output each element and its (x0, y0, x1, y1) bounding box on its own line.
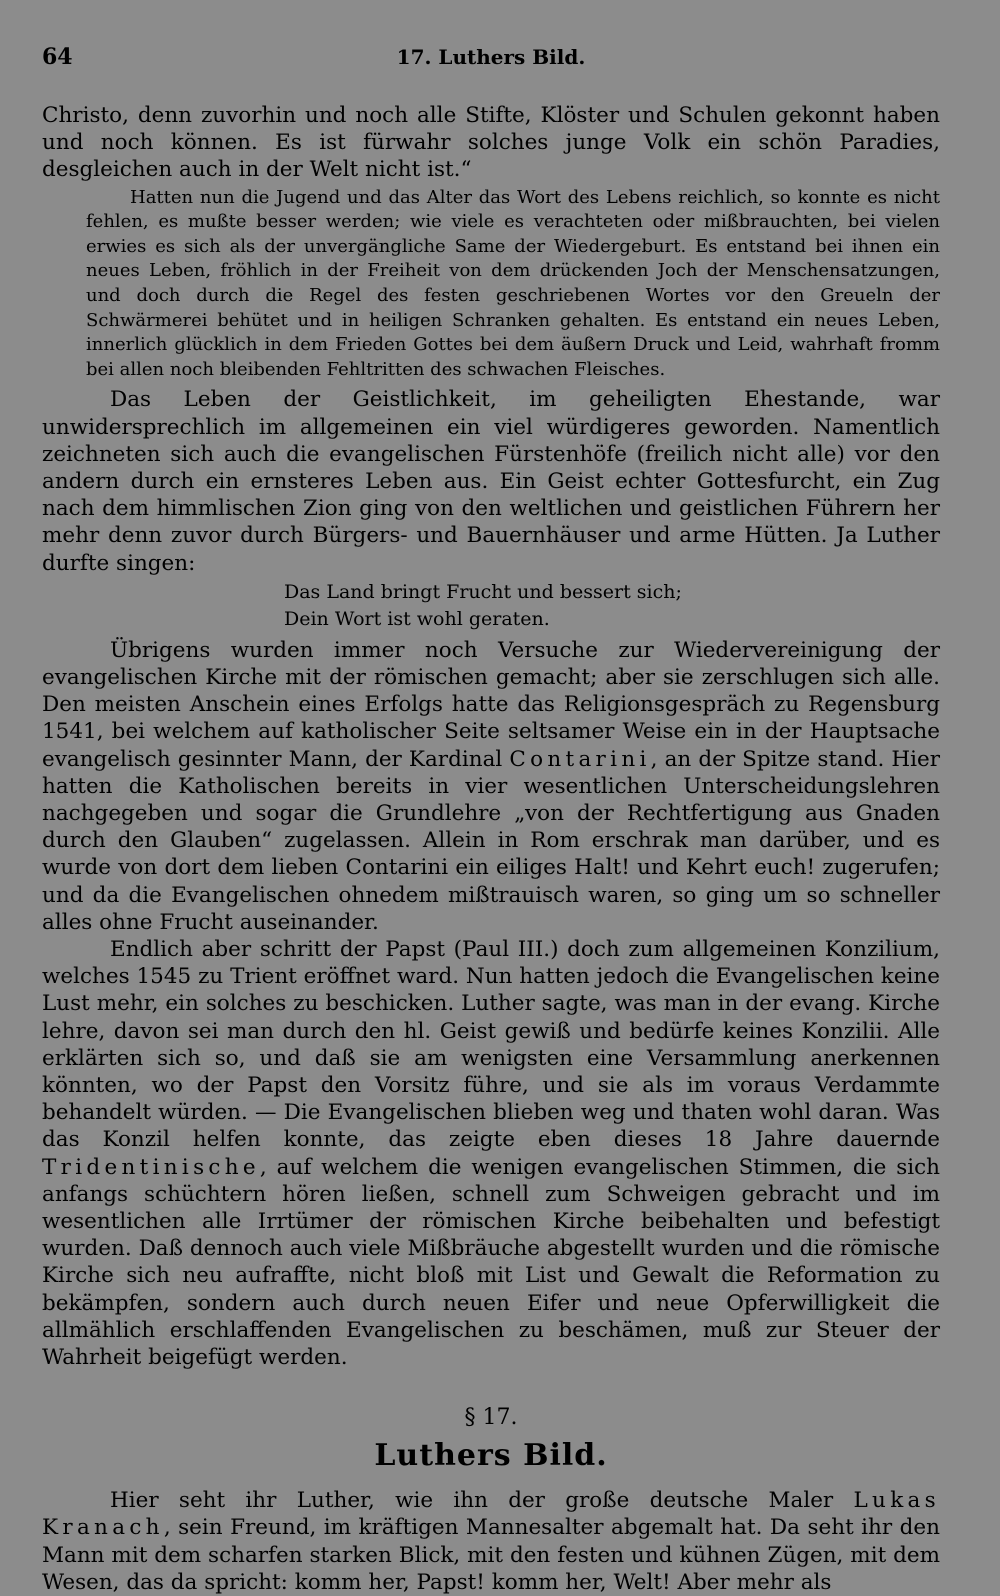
section-title: Luthers Bild. (374, 1438, 608, 1474)
page-number: 64 (42, 44, 73, 70)
paragraph-small-print: Hatten nun die Jugend und das Alter das Wort des Lebens reichlich, so konnte es nicht fehlen, es mußte besser werden; wie viele es verachteten oder mißbrauchten, bei vielen erwies es sich als der unvergängliche Same der Wiedergeburt. Es entstand bei ihnen ein neues Leben, fröhlich in der Freiheit von dem drückenden Joch der Menschensatzungen, und doch durch die Regel des festen geschriebenen Wortes vor den Greueln der Schwärmerei behütet und in heiligen Schranken gehalten. Es entstand ein neues Leben, innerlich glücklich in dem Frieden Gottes bei dem äußern Druck und Leid, wahrhaft fromm bei allen noch bleibenden Fehltritten des schwachen Fleisches. (86, 186, 940, 380)
paragraph-reunion-attempts (42, 637, 940, 936)
section-number: § 17. (464, 1405, 518, 1431)
text-run: Hier seht ihr Luther, wie ihn der große deutsche Maler (110, 1488, 854, 1514)
name-contarini: Contarini (509, 746, 651, 772)
paragraph-clergy: Das Leben der Geistlichkeit, im geheiligten Ehestande, war unwidersprechlich im allgemeinen ein viel würdigeres geworden. Namentlich zeichneten sich auch die evangelischen Fürstenhöfe (freilich nicht alle) vor den andern durch ein ernsteres Leben aus. Ein Geist echter Gottesfurcht, ein Zug nach dem himmlischen Zion ging von den weltlichen und geistlichen Führern her mehr denn zuvor durch Bürgers- und Bauernhäuser und arme Hütten. Ja Luther durfte singen: (42, 387, 940, 576)
text-run: , sein Freund, im kräftigen Mannesalter abgemalt hat. Da seht ihr den Mann mit dem scharfen starken Blick, mit den festen und kühnen Zügen, mit dem Wesen, das da spricht: komm her, Papst! komm her, Welt! Aber mehr als (42, 1515, 940, 1595)
text-run: , auf welchem die wenigen evangelischen Stimmen, die sich anfangs schüchtern hören ließen, schnell zum Schweigen gebracht und im wesentlichen alle Irrtümer der römischen Kirche beibehalten und befestigt wurden. Daß dennoch auch viele Mißbräuche abgestellt wurden und die römische Kirche sich neu aufraffte, nicht bloß mit List und Gewalt die Reformation zu bekämpfen, sondern auch durch neuen Eifer und neue Opferwilligkeit die allmählich erschlaffenden Evangelischen zu beschämen, muß zur Steuer der Wahrheit beigefügt werden. (42, 1154, 940, 1371)
verse-quote (284, 579, 940, 633)
verse-line: Dein Wort ist wohl geraten. (284, 607, 550, 630)
text-run: , an der Spitze stand. Hier hatten die Katholischen bereits in vier wesentlichen Unterscheidungslehren nachgegeben und sogar die Grundlehre „von der Rechtfertigung aus Gnaden durch den Glauben“ zugelassen. Allein in Rom erschrak man darüber, und es wurde von dort dem lieben Contarini ein eiliges Halt! und Kehrt euch! zugerufen; und da die Evangelischen ohnedem mißtrauisch waren, so ging um so schneller alles ohne Frucht auseinander. (42, 746, 940, 935)
page-header (42, 44, 940, 80)
running-head: 17. Luthers Bild. (396, 45, 586, 69)
text-run: Endlich aber schritt der Papst (Paul III.) doch zum allgemeinen Konzilium, welches 1545 zu Trient eröffnet ward. Nun hatten jedoch die Evangelischen keine Lust mehr, ein solches zu beschicken. Luther sagte, was man in der evang. Kirche lehre, davon sei man durch den hl. Geist gewiß und bedürfe keines Konzilii. Alle erklärten sich so, und daß sie am wenigsten eine Versammlung anerkennen könnten, wo der Papst den Vorsitz führe, und sie als im voraus Verdammte behandelt würden. — Die Evangelischen blieben weg und thaten wohl daran. Was das Konzil helfen konnte, das zeigte eben dieses 18 Jahre dauernde (42, 937, 940, 1153)
name-lukas-kranach: Lukas Kranach (42, 1488, 940, 1541)
paragraph-council-of-trent (42, 936, 940, 1371)
paragraph-luther-portrait (42, 1487, 940, 1596)
term-tridentinische: Tridentinische (42, 1154, 260, 1180)
paragraph-continuation: Christo, denn zuvorhin und noch alle Stifte, Klöster und Schulen gekonnt haben und noch können. Es ist fürwahr solches junge Volk ein schön Paradies, desgleichen auch in der Welt nicht ist.“ (42, 103, 940, 183)
verse-line: Das Land bringt Frucht und bessert sich; (284, 580, 682, 603)
text-run: Übrigens wurden immer noch Versuche zur Wiedervereinigung der evangelischen Kirche mit der römischen gemacht; aber sie zerschlugen sich alle. Den meisten Anschein eines Erfolgs hatte das Religionsgespräch zu Regensburg 1541, bei welchem auf katholischer Seite seltsamer Weise ein in der Hauptsache evangelisch gesinnter Mann, der Kardinal (42, 637, 940, 772)
